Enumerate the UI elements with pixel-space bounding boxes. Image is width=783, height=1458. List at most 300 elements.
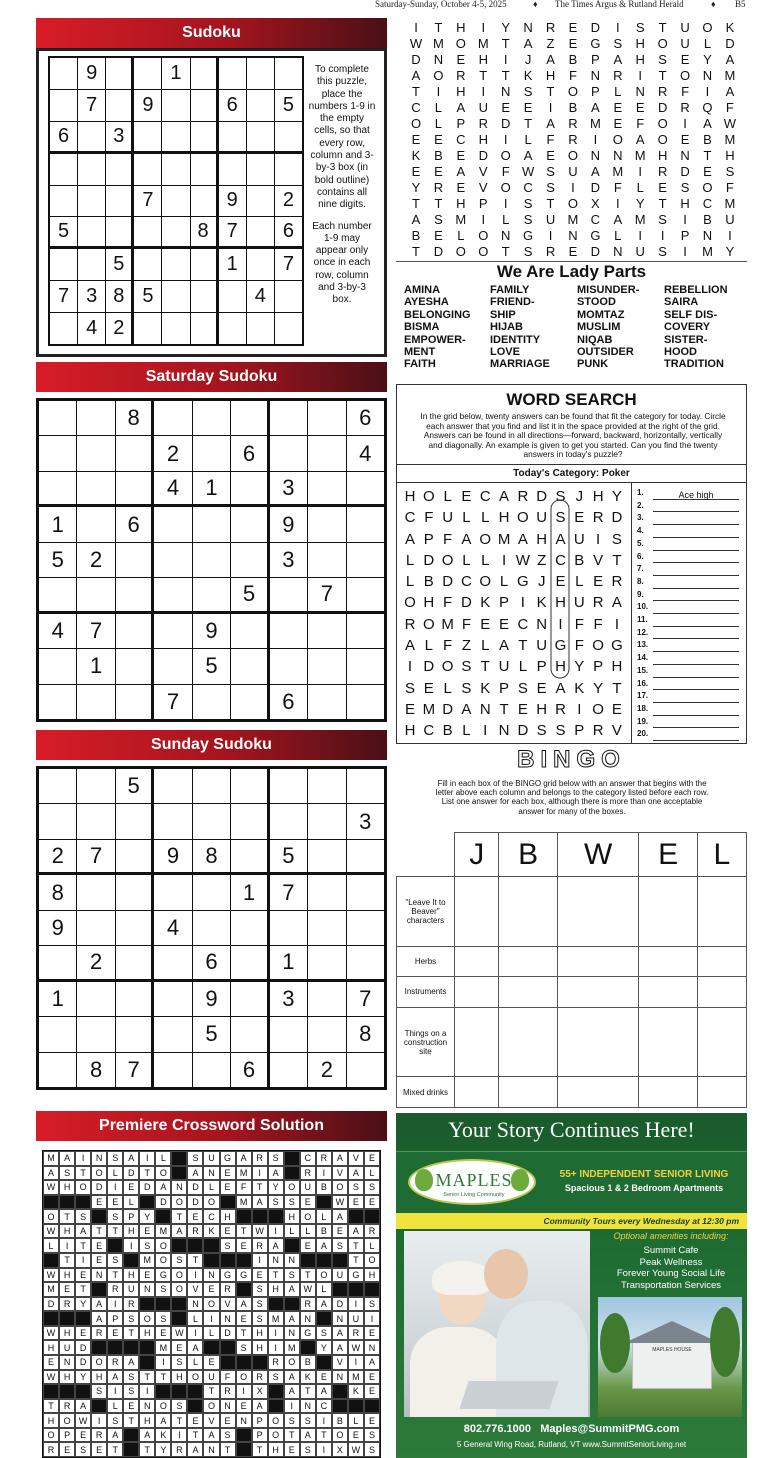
grid-letter[interactable]: I <box>728 228 732 243</box>
answer-line[interactable] <box>637 627 739 640</box>
grid-letter[interactable]: D <box>423 658 435 676</box>
grid-letter[interactable]: N <box>590 68 601 83</box>
grid-letter[interactable]: A <box>456 100 466 115</box>
grid-letter[interactable]: I <box>407 658 413 676</box>
sudoku-cell[interactable] <box>50 249 77 280</box>
grid-letter[interactable]: I <box>548 228 553 243</box>
answer-line[interactable] <box>637 551 739 564</box>
grid-letter[interactable]: L <box>462 722 471 740</box>
sudoku-cell[interactable]: 1 <box>193 472 230 506</box>
grid-letter[interactable]: E <box>568 244 578 259</box>
grid-letter[interactable]: A <box>725 84 735 99</box>
sudoku-cell[interactable] <box>77 875 114 909</box>
grid-letter[interactable]: L <box>462 509 471 527</box>
sudoku-cell[interactable] <box>50 90 77 121</box>
grid-letter[interactable]: N <box>702 228 713 243</box>
grid-letter[interactable]: A <box>411 68 421 83</box>
grid-letter[interactable]: A <box>613 212 623 227</box>
grid-letter[interactable]: O <box>422 615 435 633</box>
grid-letter[interactable]: O <box>479 573 492 591</box>
grid-letter[interactable]: A <box>461 700 472 718</box>
sudoku-cell[interactable] <box>231 649 268 683</box>
grid-letter[interactable]: D <box>590 244 601 259</box>
sudoku-cell[interactable]: 5 <box>50 217 77 248</box>
grid-letter[interactable]: P <box>536 658 547 676</box>
bingo-answer-cell[interactable] <box>697 877 746 947</box>
grid-letter[interactable]: H <box>456 196 466 211</box>
sudoku-cell[interactable] <box>193 543 230 577</box>
sudoku-cell[interactable] <box>78 154 105 185</box>
grid-letter[interactable]: C <box>555 551 566 569</box>
answer-line[interactable] <box>637 500 739 513</box>
grid-letter[interactable]: E <box>613 116 623 131</box>
sudoku-cell[interactable] <box>39 401 76 435</box>
grid-letter[interactable]: D <box>680 164 690 179</box>
answer-blank[interactable] <box>653 567 739 576</box>
sudoku-cell[interactable] <box>193 578 230 612</box>
grid-letter[interactable]: I <box>683 212 687 227</box>
sudoku-cell[interactable]: 1 <box>219 249 246 280</box>
sudoku-cell[interactable]: 6 <box>275 217 302 248</box>
sudoku-cell[interactable]: 5 <box>270 840 307 874</box>
sudoku-cell[interactable]: 9 <box>78 58 105 89</box>
grid-letter[interactable]: F <box>546 132 555 147</box>
grid-letter[interactable]: Y <box>411 180 421 195</box>
grid-letter[interactable]: H <box>478 132 488 147</box>
grid-letter[interactable]: I <box>548 100 553 115</box>
sudoku-cell[interactable]: 7 <box>308 578 345 612</box>
grid-letter[interactable]: F <box>501 164 510 179</box>
grid-letter[interactable]: E <box>523 100 533 115</box>
grid-letter[interactable]: G <box>611 637 623 655</box>
grid-letter[interactable]: O <box>500 148 511 163</box>
sudoku-cell[interactable] <box>154 649 191 683</box>
grid-letter[interactable]: H <box>545 68 556 83</box>
grid-letter[interactable]: O <box>657 132 668 147</box>
sudoku-cell[interactable] <box>308 614 345 648</box>
grid-letter[interactable]: I <box>481 84 486 99</box>
sudoku-cell[interactable]: 3 <box>78 281 105 312</box>
grid-letter[interactable]: I <box>558 615 563 633</box>
sudoku-cell[interactable] <box>39 1017 76 1051</box>
grid-letter[interactable]: E <box>434 132 443 147</box>
grid-letter[interactable]: F <box>593 615 603 633</box>
grid-letter[interactable]: I <box>481 212 486 227</box>
sudoku-cell[interactable] <box>219 154 246 185</box>
grid-letter[interactable]: W <box>521 164 535 179</box>
grid-letter[interactable]: L <box>434 116 443 131</box>
sudoku-cell[interactable] <box>219 313 246 344</box>
grid-letter[interactable]: R <box>545 244 556 259</box>
grid-letter[interactable]: A <box>591 100 600 115</box>
grid-letter[interactable]: H <box>456 20 466 35</box>
grid-letter[interactable]: I <box>503 196 508 211</box>
grid-letter[interactable]: S <box>613 36 623 51</box>
sudoku-cell[interactable] <box>247 313 274 344</box>
sudoku-cell[interactable]: 8 <box>106 281 133 312</box>
answer-line[interactable] <box>637 665 739 678</box>
grid-letter[interactable]: I <box>638 68 643 83</box>
grid-letter[interactable]: S <box>658 244 667 259</box>
answer-line[interactable] <box>637 678 739 691</box>
sudoku-cell[interactable] <box>191 249 218 280</box>
grid-letter[interactable]: O <box>680 68 691 83</box>
sudoku-cell[interactable]: 9 <box>219 186 246 217</box>
sudoku-cell[interactable] <box>116 875 153 909</box>
sudoku-cell[interactable] <box>39 578 76 612</box>
grid-letter[interactable]: G <box>590 228 601 243</box>
grid-letter[interactable]: I <box>483 722 488 740</box>
grid-letter[interactable]: H <box>498 509 510 527</box>
grid-letter[interactable]: G <box>590 36 601 51</box>
answer-blank[interactable] <box>653 516 739 525</box>
grid-letter[interactable]: S <box>434 212 443 227</box>
grid-letter[interactable]: S <box>611 530 622 548</box>
sudoku-cell[interactable]: 6 <box>50 122 77 153</box>
grid-letter[interactable]: F <box>725 100 734 115</box>
sudoku-cell[interactable]: 1 <box>162 58 189 89</box>
grid-letter[interactable]: P <box>423 530 434 548</box>
grid-letter[interactable]: L <box>405 573 415 591</box>
sudoku-cell[interactable] <box>154 769 191 803</box>
grid-letter[interactable]: I <box>683 116 687 131</box>
answer-blank[interactable] <box>653 669 739 678</box>
bingo-answer-cell[interactable] <box>697 1007 746 1077</box>
answer-line[interactable] <box>637 716 739 729</box>
grid-letter[interactable]: L <box>405 551 415 569</box>
grid-letter[interactable]: M <box>433 36 444 51</box>
grid-letter[interactable]: A <box>523 36 533 51</box>
grid-letter[interactable]: E <box>456 180 466 195</box>
answer-blank[interactable] <box>653 554 739 563</box>
answer-blank[interactable] <box>653 529 739 538</box>
answer-line[interactable] <box>637 601 739 614</box>
grid-letter[interactable]: Y <box>501 20 511 35</box>
grid-letter[interactable]: O <box>702 180 713 195</box>
grid-letter[interactable]: I <box>414 20 418 35</box>
sudoku-cell[interactable] <box>116 804 153 838</box>
grid-letter[interactable]: Z <box>537 551 547 569</box>
sudoku-cell[interactable]: 6 <box>219 90 246 121</box>
grid-letter[interactable]: X <box>591 196 600 211</box>
grid-letter[interactable]: P <box>591 84 600 99</box>
grid-letter[interactable]: E <box>499 615 510 633</box>
grid-letter[interactable]: E <box>517 700 528 718</box>
grid-letter[interactable]: C <box>456 132 466 147</box>
sudoku-cell[interactable] <box>134 313 161 344</box>
sudoku-cell[interactable] <box>116 578 153 612</box>
grid-letter[interactable]: J <box>524 52 532 67</box>
grid-letter[interactable]: D <box>725 36 735 51</box>
grid-letter[interactable]: H <box>657 148 668 163</box>
bingo-answer-cell[interactable] <box>697 1077 746 1108</box>
grid-letter[interactable]: E <box>680 52 690 67</box>
sudoku-cell[interactable] <box>231 507 268 541</box>
grid-letter[interactable]: C <box>461 573 472 591</box>
sudoku-cell[interactable] <box>275 281 302 312</box>
answer-blank[interactable] <box>653 592 739 601</box>
grid-letter[interactable]: H <box>635 36 645 51</box>
grid-letter[interactable]: C <box>404 509 416 527</box>
sudoku-cell[interactable] <box>134 122 161 153</box>
grid-letter[interactable]: T <box>658 68 667 83</box>
answer-line[interactable] <box>637 538 739 551</box>
sudoku-cell[interactable]: 4 <box>154 472 191 506</box>
answer-blank[interactable] <box>653 503 739 512</box>
sudoku-cell[interactable]: 8 <box>39 875 76 909</box>
sudoku-cell[interactable] <box>77 911 114 945</box>
sudoku-cell[interactable]: 7 <box>275 249 302 280</box>
grid-letter[interactable]: G <box>554 637 567 655</box>
sudoku-cell[interactable] <box>191 281 218 312</box>
sudoku-cell[interactable] <box>347 472 384 506</box>
sudoku-cell[interactable]: 9 <box>39 911 76 945</box>
grid-letter[interactable]: P <box>574 722 585 740</box>
grid-letter[interactable]: T <box>434 20 443 35</box>
sudoku-cell[interactable]: 1 <box>77 649 114 683</box>
bingo-answer-cell[interactable] <box>639 977 697 1008</box>
answer-blank[interactable] <box>653 630 739 639</box>
grid-letter[interactable]: F <box>443 530 453 548</box>
sudoku-cell[interactable] <box>219 58 246 89</box>
grid-letter[interactable]: L <box>518 658 528 676</box>
sudoku-cell[interactable] <box>193 401 230 435</box>
bingo-answer-cell[interactable] <box>455 877 499 947</box>
grid-letter[interactable]: O <box>479 530 492 548</box>
grid-letter[interactable]: Y <box>611 488 622 505</box>
grid-letter[interactable]: C <box>590 212 601 227</box>
sudoku-cell[interactable]: 3 <box>106 122 133 153</box>
grid-letter[interactable]: O <box>433 68 444 83</box>
sudoku-cell[interactable] <box>77 507 114 541</box>
grid-letter[interactable]: H <box>536 530 548 548</box>
grid-letter[interactable]: S <box>546 180 555 195</box>
sudoku-cell[interactable] <box>77 401 114 435</box>
sudoku-cell[interactable] <box>162 217 189 248</box>
sudoku-cell[interactable]: 7 <box>77 614 114 648</box>
grid-letter[interactable]: T <box>546 196 555 211</box>
grid-letter[interactable]: N <box>479 700 491 718</box>
grid-letter[interactable]: H <box>456 84 466 99</box>
grid-letter[interactable]: U <box>680 20 690 35</box>
sudoku-cell[interactable]: 5 <box>39 543 76 577</box>
sudoku-cell[interactable] <box>77 1017 114 1051</box>
grid-letter[interactable]: Y <box>574 658 585 676</box>
answer-line[interactable] <box>637 589 739 602</box>
grid-letter[interactable]: E <box>461 488 472 505</box>
sudoku-cell[interactable] <box>347 875 384 909</box>
sudoku-cell[interactable]: 6 <box>231 436 268 470</box>
grid-letter[interactable]: F <box>725 180 734 195</box>
sudoku-cell[interactable] <box>231 982 268 1016</box>
grid-letter[interactable]: S <box>555 488 566 505</box>
sudoku-cell[interactable] <box>116 614 153 648</box>
bingo-answer-cell[interactable] <box>499 1077 557 1108</box>
grid-letter[interactable]: B <box>574 551 585 569</box>
grid-letter[interactable]: I <box>596 530 601 548</box>
grid-letter[interactable]: H <box>404 488 416 505</box>
sudoku-cell[interactable]: 7 <box>116 1053 153 1087</box>
sudoku-cell[interactable]: 8 <box>191 217 218 248</box>
sudoku-cell[interactable] <box>116 649 153 683</box>
grid-letter[interactable]: I <box>571 180 575 195</box>
grid-letter[interactable]: E <box>411 132 421 147</box>
sudoku-cell[interactable] <box>275 313 302 344</box>
grid-letter[interactable]: T <box>479 68 488 83</box>
grid-letter[interactable]: B <box>703 132 712 147</box>
grid-letter[interactable]: D <box>442 573 454 591</box>
grid-letter[interactable]: O <box>441 551 454 569</box>
grid-letter[interactable]: U <box>536 637 548 655</box>
grid-letter[interactable]: B <box>568 100 578 115</box>
grid-letter[interactable]: I <box>660 228 665 243</box>
grid-letter[interactable]: E <box>611 700 622 718</box>
grid-letter[interactable]: T <box>612 679 622 697</box>
grid-letter[interactable]: M <box>567 212 579 227</box>
grid-letter[interactable]: U <box>478 100 488 115</box>
grid-letter[interactable]: N <box>613 244 623 259</box>
sudoku-cell[interactable]: 7 <box>50 281 77 312</box>
grid-letter[interactable]: W <box>723 116 737 131</box>
sudoku-cell[interactable]: 2 <box>275 186 302 217</box>
bingo-answer-cell[interactable] <box>499 1007 557 1077</box>
grid-letter[interactable]: T <box>518 637 528 655</box>
sudoku-cell[interactable]: 7 <box>347 982 384 1016</box>
sudoku-cell[interactable] <box>308 472 345 506</box>
bingo-answer-cell[interactable] <box>557 1077 639 1108</box>
sudoku-cell[interactable] <box>39 685 76 719</box>
grid-letter[interactable]: V <box>593 551 604 569</box>
grid-letter[interactable]: H <box>680 196 690 211</box>
grid-letter[interactable]: T <box>501 36 510 51</box>
grid-letter[interactable]: A <box>517 530 528 548</box>
grid-letter[interactable]: A <box>523 148 533 163</box>
sudoku-cell[interactable] <box>134 217 161 248</box>
grid-letter[interactable]: F <box>424 509 434 527</box>
sudoku-cell[interactable]: 6 <box>193 946 230 980</box>
sudoku-cell[interactable] <box>270 614 307 648</box>
sudoku-cell[interactable]: 1 <box>231 875 268 909</box>
sudoku-cell[interactable]: 2 <box>308 1053 345 1087</box>
sudoku-cell[interactable] <box>308 401 345 435</box>
grid-letter[interactable]: A <box>635 132 645 147</box>
sudoku-cell[interactable] <box>134 154 161 185</box>
sudoku-cell[interactable] <box>116 543 153 577</box>
grid-letter[interactable]: N <box>433 52 444 67</box>
grid-letter[interactable]: U <box>545 212 556 227</box>
grid-letter[interactable]: L <box>614 84 622 99</box>
sudoku-cell[interactable]: 7 <box>270 875 307 909</box>
answer-line[interactable] <box>637 614 739 627</box>
grid-letter[interactable]: M <box>634 148 646 163</box>
grid-letter[interactable]: H <box>536 700 548 718</box>
sudoku-cell[interactable]: 4 <box>39 614 76 648</box>
grid-letter[interactable]: L <box>481 509 490 527</box>
grid-letter[interactable]: A <box>546 52 555 67</box>
grid-letter[interactable]: E <box>680 132 690 147</box>
sudoku-cell[interactable] <box>50 58 77 89</box>
grid-letter[interactable]: O <box>567 196 579 211</box>
sudoku-cell[interactable] <box>247 217 274 248</box>
sudoku-cell[interactable] <box>347 507 384 541</box>
grid-letter[interactable]: T <box>434 196 443 211</box>
answer-line[interactable] <box>637 639 739 652</box>
grid-letter[interactable]: F <box>636 116 645 131</box>
sudoku-cell[interactable] <box>308 840 345 874</box>
bingo-answer-cell[interactable] <box>455 1077 499 1108</box>
grid-letter[interactable]: S <box>555 722 566 740</box>
grid-letter[interactable]: B <box>703 212 712 227</box>
sudoku-cell[interactable] <box>231 401 268 435</box>
grid-letter[interactable]: O <box>567 148 579 163</box>
sudoku-cell[interactable] <box>270 649 307 683</box>
sudoku-cell[interactable]: 5 <box>193 1017 230 1051</box>
grid-letter[interactable]: O <box>441 658 454 676</box>
grid-letter[interactable]: R <box>657 164 668 179</box>
grid-letter[interactable]: H <box>592 488 604 505</box>
grid-letter[interactable]: Z <box>461 637 472 655</box>
sudoku-cell[interactable] <box>308 946 345 980</box>
grid-letter[interactable]: E <box>555 573 566 591</box>
answer-line[interactable] <box>637 563 739 576</box>
sudoku-cell[interactable] <box>247 154 274 185</box>
sudoku-cell[interactable]: 3 <box>347 804 384 838</box>
grid-letter[interactable]: M <box>724 132 736 147</box>
grid-letter[interactable]: L <box>703 36 712 51</box>
grid-letter[interactable]: O <box>657 116 668 131</box>
grid-letter[interactable]: O <box>455 244 466 259</box>
grid-letter[interactable]: M <box>702 244 713 259</box>
grid-letter[interactable]: K <box>480 679 491 697</box>
sudoku-cell[interactable] <box>154 614 191 648</box>
bingo-answer-cell[interactable] <box>557 946 639 977</box>
bingo-answer-cell[interactable] <box>639 877 697 947</box>
sudoku-cell[interactable] <box>39 472 76 506</box>
grid-letter[interactable]: S <box>461 679 472 697</box>
grid-letter[interactable]: O <box>612 132 623 147</box>
sudoku-cell[interactable]: 7 <box>78 90 105 121</box>
sudoku-cell[interactable] <box>347 649 384 683</box>
sudoku-cell[interactable] <box>193 804 230 838</box>
sudoku-cell[interactable] <box>347 911 384 945</box>
sudoku-cell[interactable] <box>154 507 191 541</box>
grid-letter[interactable]: S <box>680 180 690 195</box>
sudoku-cell[interactable] <box>134 249 161 280</box>
ad-phone[interactable]: 802.776.1000 <box>463 1423 532 1435</box>
grid-letter[interactable]: W <box>515 551 530 569</box>
sudoku-cell[interactable] <box>116 946 153 980</box>
bingo-grid[interactable] <box>396 832 747 1108</box>
grid-letter[interactable]: O <box>422 488 435 505</box>
grid-letter[interactable]: P <box>680 228 690 243</box>
sudoku-cell[interactable] <box>231 472 268 506</box>
grid-letter[interactable]: P <box>456 116 466 131</box>
sudoku-cell[interactable] <box>247 58 274 89</box>
sudoku-cell[interactable] <box>347 578 384 612</box>
bingo-answer-cell[interactable] <box>557 977 639 1008</box>
grid-letter[interactable]: O <box>410 116 422 131</box>
sudoku-cell[interactable]: 9 <box>193 982 230 1016</box>
grid-letter[interactable]: D <box>611 509 623 527</box>
answer-blank[interactable]: Ace high <box>653 491 739 500</box>
answer-line[interactable] <box>637 652 739 665</box>
answer-line[interactable] <box>637 487 739 500</box>
sudoku-cell[interactable] <box>193 685 230 719</box>
answer-blank[interactable] <box>653 618 739 627</box>
grid-letter[interactable]: J <box>575 488 584 505</box>
grid-letter[interactable]: R <box>456 68 466 83</box>
grid-letter[interactable]: O <box>478 244 489 259</box>
